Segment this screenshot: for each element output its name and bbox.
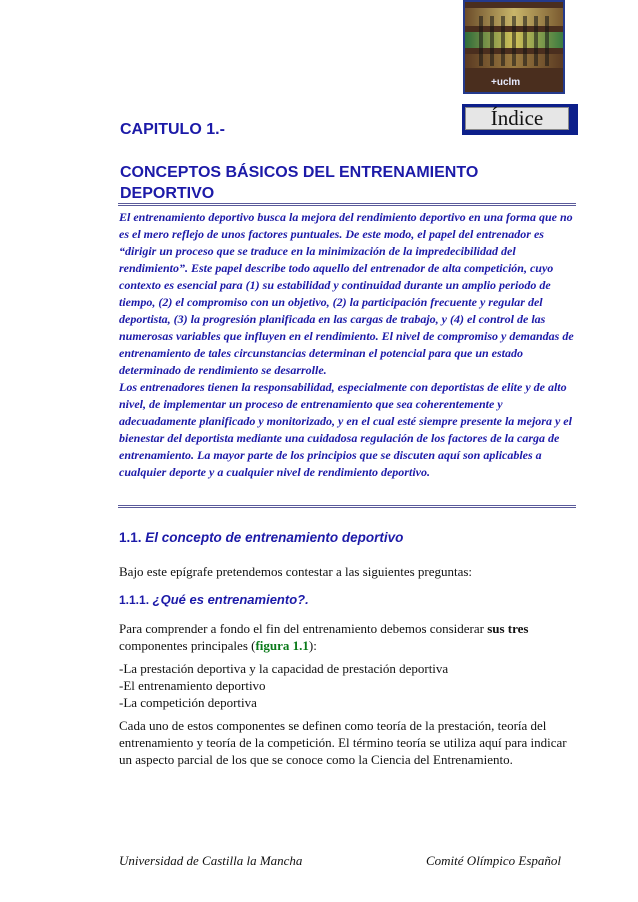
cover-runners-image	[479, 16, 555, 66]
intro-paragraph: Los entrenadores tienen la responsabilidad, especialmente con deportistas de elite y de alto nivel, de implementar un proceso de entrenamiento que sea coherentemente y adecuadamente planificado y monitorizado, y en el cual esté siempre presente la mejora y el bienestar del deportista mediante una cuidadosa regulación de los factores de la carga de entrenamiento. La mayor parte de los principios que se discuten aquí son aplicables a cualquier deporte y a cualquier nivel de rendimiento deportivo.	[119, 380, 572, 479]
footer-committee: Comité Olímpico Español	[426, 853, 562, 868]
list-item: -El entrenamiento deportivo	[119, 678, 266, 693]
intro-text	[119, 209, 579, 481]
text-run: componentes principales (	[119, 638, 256, 653]
footer-university: Universidad de Castilla la Mancha	[119, 853, 303, 868]
components-list	[119, 660, 448, 711]
list-item: -La competición deportiva	[119, 695, 257, 710]
list-item: -La prestación deportiva y la capacidad de prestación deportiva	[119, 661, 449, 676]
chapter-title	[120, 162, 560, 204]
book-cover-thumbnail	[463, 0, 565, 94]
section-heading-1-1	[119, 530, 403, 545]
index-button-label: Índice	[465, 107, 569, 130]
subsection-heading-1-1-1	[119, 592, 309, 607]
section-intro-text: Bajo este epígrafe pretendemos contestar a las siguientes preguntas:	[119, 564, 473, 579]
chapter-title-line1: CONCEPTOS BÁSICOS DEL ENTRENAMIENTO	[120, 164, 479, 181]
divider	[118, 203, 576, 206]
section-number: 1.1.	[119, 530, 142, 545]
subsection-title: ¿Qué es entrenamiento?.	[152, 592, 309, 607]
figure-reference: figura 1.1	[255, 638, 309, 653]
chapter-title-line2: DEPORTIVO	[120, 185, 215, 202]
uclm-logo: +uclm	[491, 77, 521, 88]
text-run: ):	[308, 638, 317, 653]
subsection-number: 1.1.1.	[119, 593, 150, 607]
components-intro-paragraph	[119, 620, 579, 654]
chapter-number: CAPITULO 1.-	[120, 121, 225, 138]
text-run: Para comprender a fondo el fin del entrenamiento debemos considerar	[119, 621, 488, 636]
index-button[interactable]	[462, 104, 578, 135]
intro-paragraph: El entrenamiento deportivo busca la mejora del rendimiento deportivo en una forma que no es el mero reflejo de unos factores puntuales. De este modo, el papel del entrenador es “dirigir un proceso que se traduce en la minimización de la impredecibilidad del rendimiento”. Este papel describe todo aquello del entrenador de alta competición, cuyo contexto es esencial para (1) su estabilidad y continuidad durante un amplio periodo de tiempo, (2) el compromiso con un objetivo, (2) la participación frecuente y regular del deportista, (3) la progresión planificada en las cargas de trabajo, y (4) el control de las numerosas variables que influyen en el rendimiento. El nivel de compromiso y demandas de entrenamiento de tales circunstancias determinan el potencial para que un estado determinado de rendimiento se desarrolle.	[119, 210, 574, 377]
section-title: El concepto de entrenamiento deportivo	[145, 530, 404, 545]
emphasis-text: sus tres	[487, 621, 529, 636]
divider	[118, 505, 576, 508]
definitions-paragraph: Cada uno de estos componentes se definen como teoría de la prestación, teoría del entrenamiento y teoría de la competición. El término teoría se utiliza aquí para indicar un aspecto parcial de los que se conoce como la Ciencia del Entrenamiento.	[119, 718, 567, 767]
